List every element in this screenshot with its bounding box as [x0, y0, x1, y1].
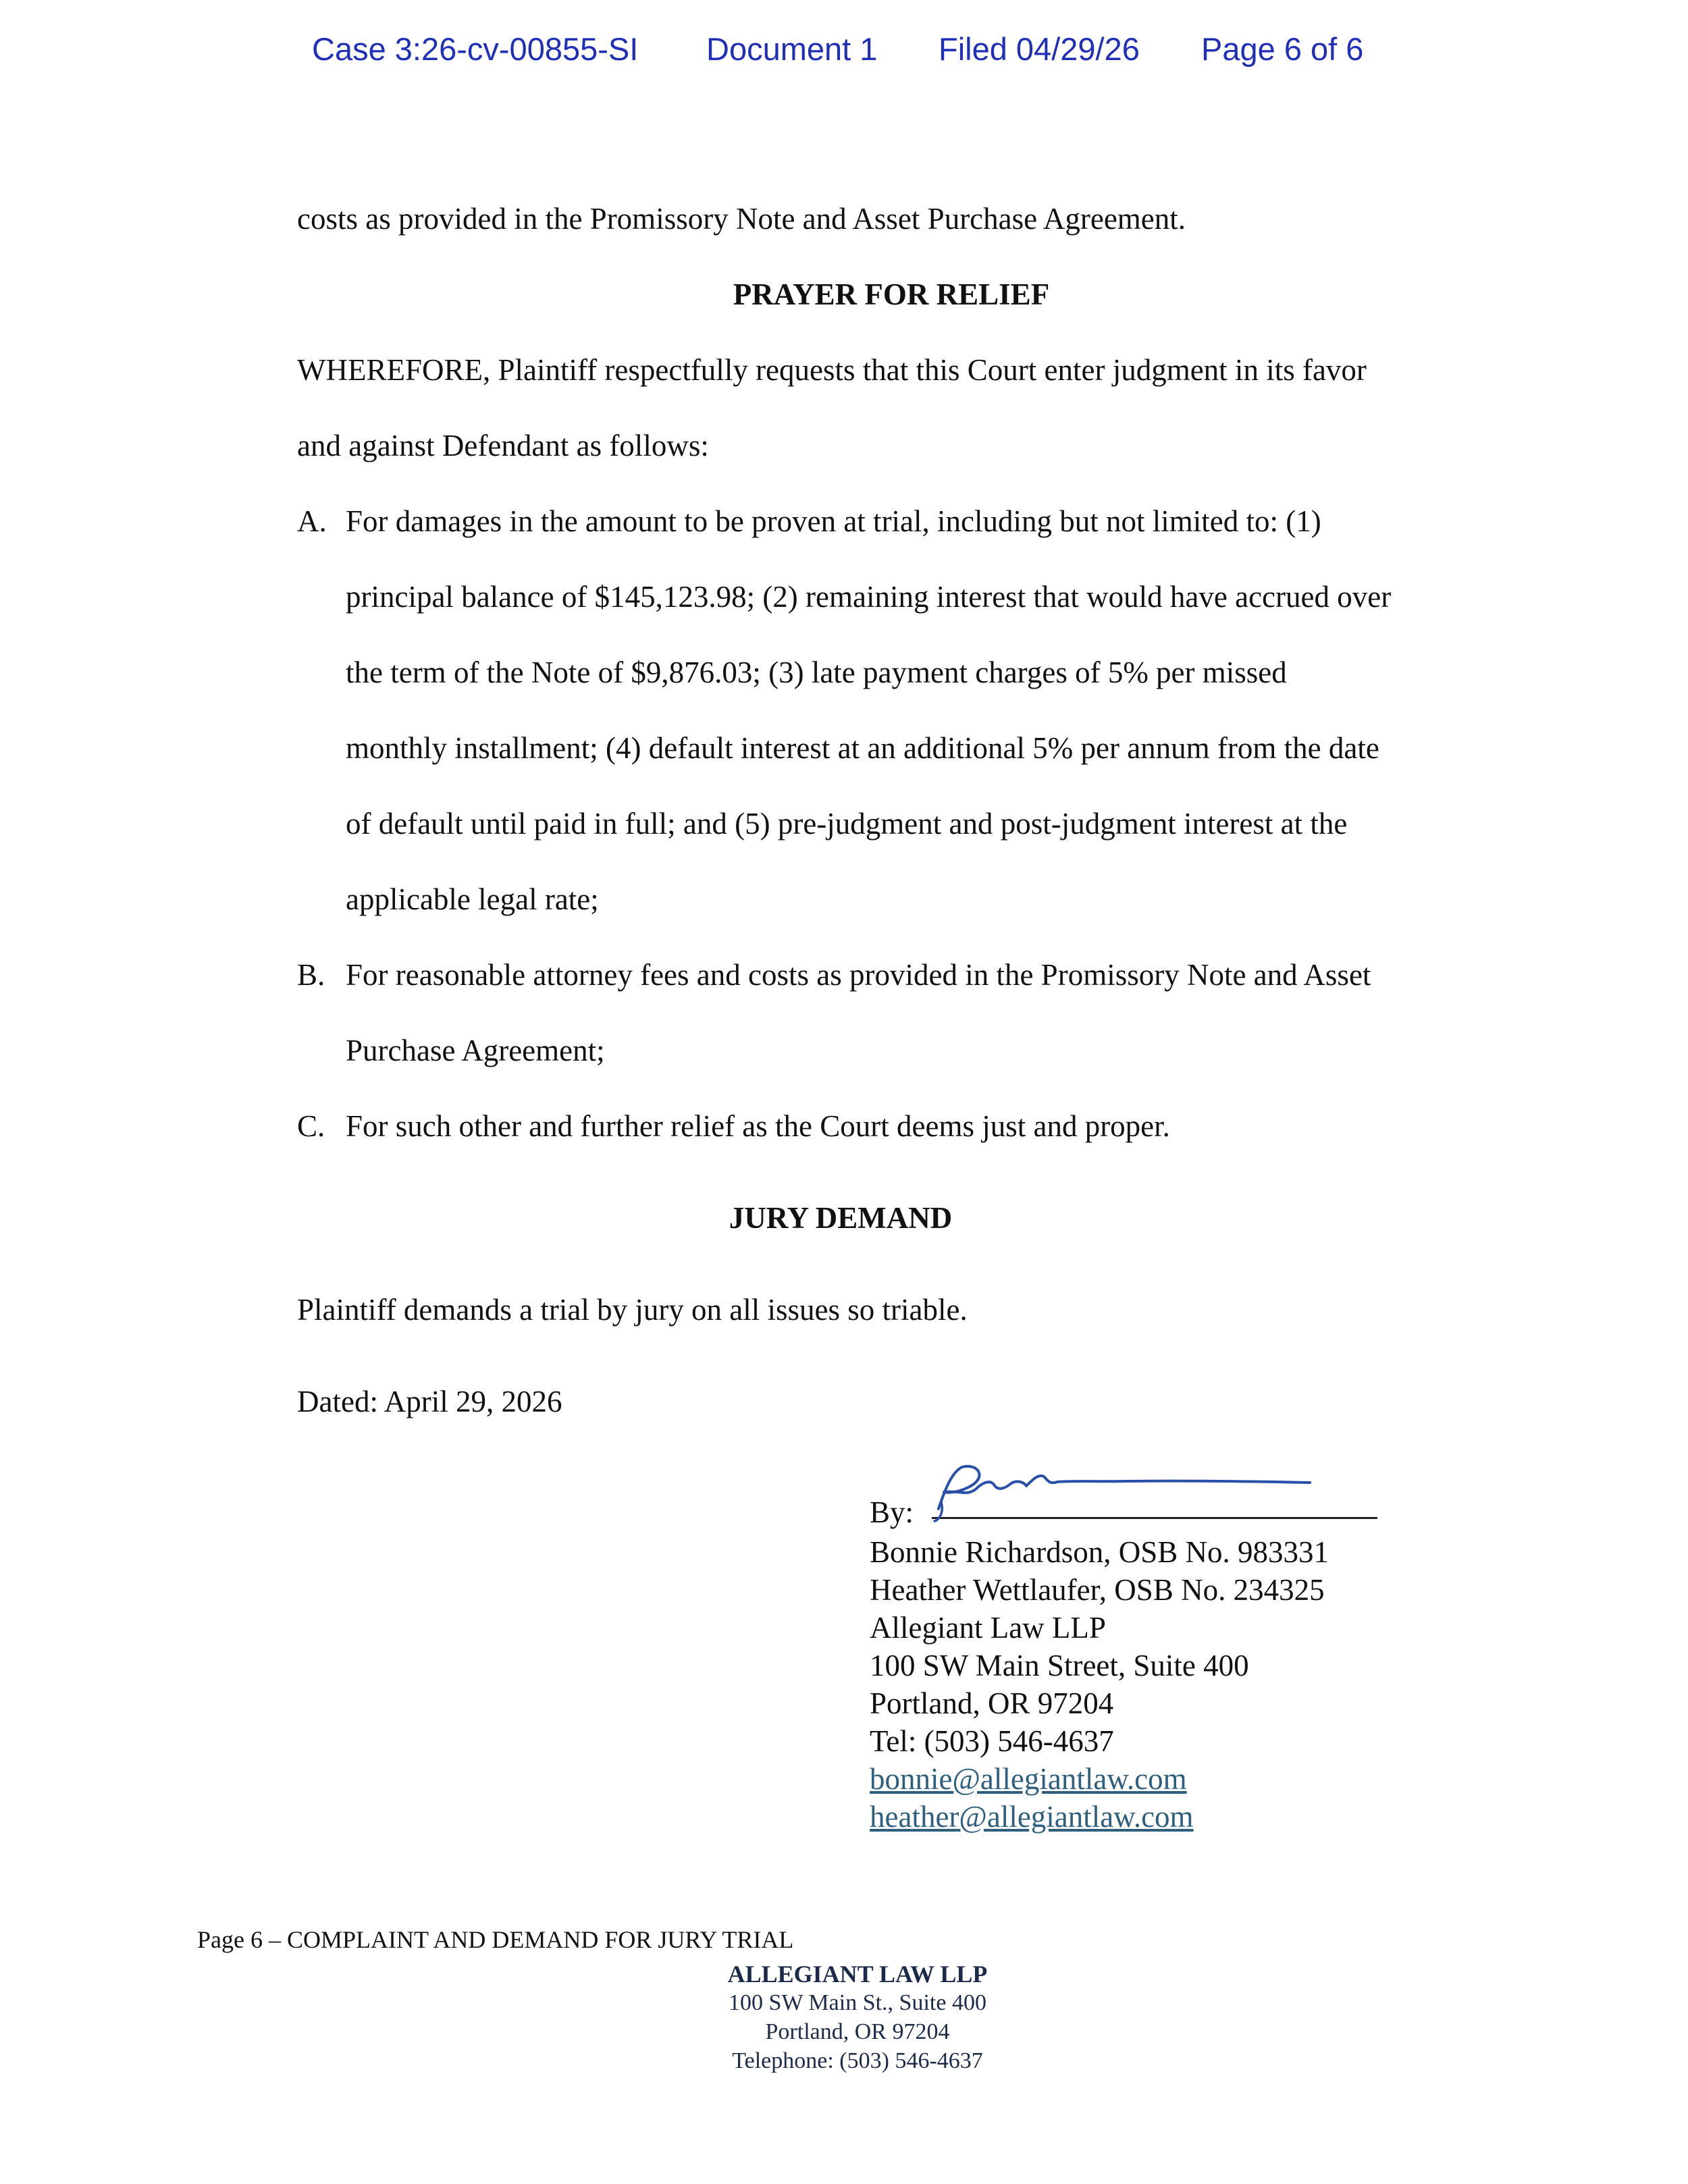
footer-firm-phone: Telephone: (503) 546-4637 — [732, 2048, 983, 2073]
footer-firm-name: ALLEGIANT LAW LLP — [727, 1961, 988, 1988]
jury-heading: JURY DEMAND — [729, 1201, 953, 1235]
signer-bonnie: Bonnie Richardson, OSB No. 983331 — [870, 1535, 1329, 1569]
handwritten-signature-image — [925, 1462, 1330, 1526]
dated-line: Dated: April 29, 2026 — [297, 1385, 562, 1418]
footer-page-label: Page 6 – COMPLAINT AND DEMAND FOR JURY TRIAL — [197, 1926, 794, 1953]
wherefore-line-2: and against Defendant as follows: — [297, 429, 709, 462]
item-c-line: For such other and further relief as the Court deems just and proper. — [346, 1109, 1170, 1143]
item-b-line: Purchase Agreement; — [346, 1034, 605, 1067]
case-header — [0, 30, 1688, 71]
case-number: Case 3:26-cv-00855-SI — [312, 31, 639, 67]
email-link-heather[interactable]: heather@allegiantlaw.com — [870, 1800, 1194, 1834]
footer-firm-address-1: 100 SW Main St., Suite 400 — [729, 1990, 986, 2015]
document-number: Document 1 — [706, 31, 878, 67]
item-a-line: of default until paid in full; and (5) pre-judgment and post-judgment interest at the — [346, 807, 1348, 841]
jury-demand-text: Plaintiff demands a trial by jury on all issues so triable. — [297, 1293, 968, 1327]
filed-date: Filed 04/29/26 — [939, 31, 1140, 67]
continuation-line: costs as provided in the Promissory Note and Asset Purchase Agreement. — [297, 202, 1186, 236]
item-b-marker: B. — [297, 958, 325, 992]
item-a-line: For damages in the amount to be proven at trial, including but not limited to: (1) — [346, 504, 1321, 538]
item-a-line: the term of the Note of $9,876.03; (3) late payment charges of 5% per missed — [346, 656, 1287, 689]
by-label: By: — [870, 1495, 914, 1529]
item-b-line: For reasonable attorney fees and costs as provided in the Promissory Note and Asset — [346, 958, 1371, 992]
prayer-heading: PRAYER FOR RELIEF — [733, 277, 1050, 311]
footer-firm-address-2: Portland, OR 97204 — [765, 2019, 950, 2044]
sig-street: 100 SW Main Street, Suite 400 — [870, 1649, 1249, 1682]
page-count: Page 6 of 6 — [1201, 31, 1364, 67]
item-a-line: principal balance of $145,123.98; (2) remaining interest that would have accrued over — [346, 580, 1392, 614]
signer-heather: Heather Wettlaufer, OSB No. 234325 — [870, 1573, 1325, 1607]
sig-city: Portland, OR 97204 — [870, 1686, 1114, 1720]
item-c-marker: C. — [297, 1109, 325, 1143]
email-link-bonnie[interactable]: bonnie@allegiantlaw.com — [870, 1762, 1187, 1796]
item-a-line: applicable legal rate; — [346, 882, 599, 916]
wherefore-line-1: WHEREFORE, Plaintiff respectfully requests that this Court enter judgment in its favor — [297, 353, 1367, 387]
sig-phone: Tel: (503) 546-4637 — [870, 1724, 1114, 1758]
item-a-line: monthly installment; (4) default interest at an additional 5% per annum from the date — [346, 731, 1379, 765]
item-a-marker: A. — [297, 504, 327, 538]
sig-firm-name: Allegiant Law LLP — [870, 1611, 1106, 1645]
